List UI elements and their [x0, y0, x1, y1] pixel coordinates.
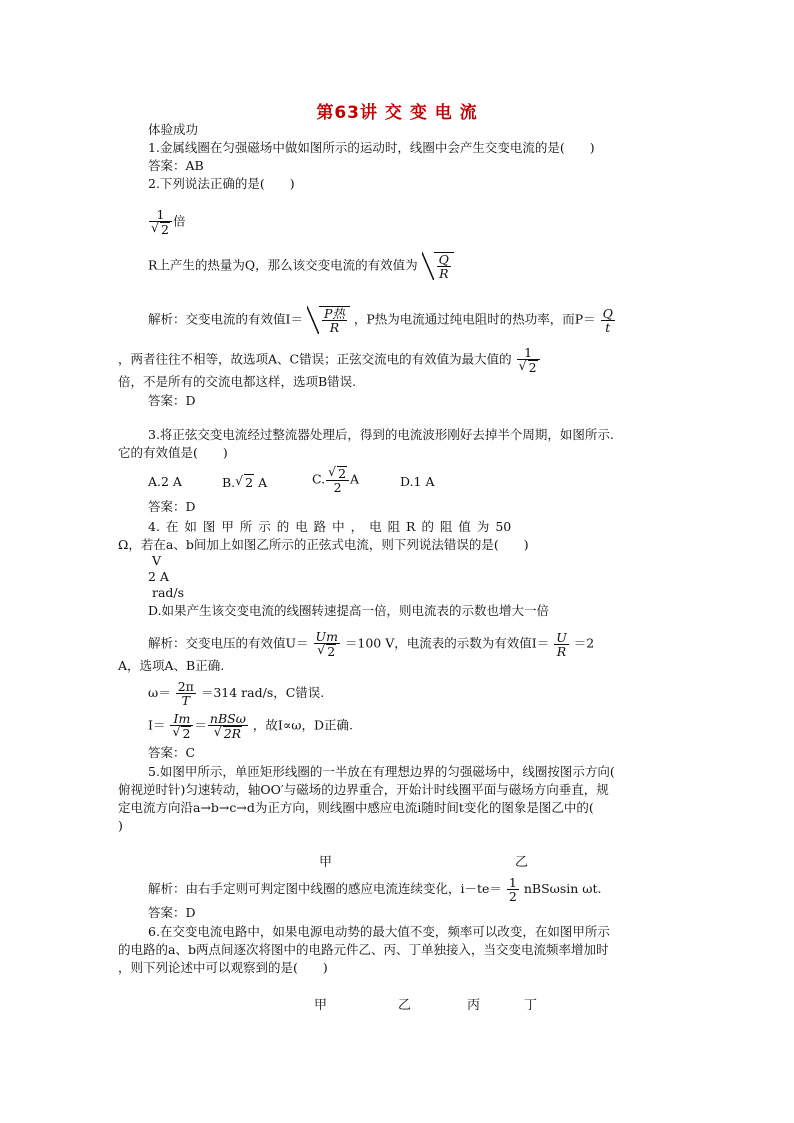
question-6-text-line3: ，则下列论述中可以观察到的是( ) [118, 960, 328, 975]
question-3-answer: 答案：D [148, 499, 196, 514]
question-4-explanation-line3: ω＝ $\frac{2\pi}{T}$ ＝314 rad/s，C错误. [148, 679, 325, 708]
figure-label-bing: 丙 [467, 998, 481, 1013]
question-2-explanation-line3: 倍，不是所有的交流电都这样，选项B错误. [118, 374, 357, 389]
figure-label-yi: 乙 [515, 855, 529, 870]
question-2-explanation-line1: 解析：交变电流的有效值I＝ $\frac{\text{P热}}{R}$ ，P热为电流通过纯电阻时的热功率，而P＝ $\frac{Q}{t}$ [148, 305, 613, 335]
question-5-text-line4: ) [118, 818, 123, 833]
figure-label-yi: 乙 [398, 998, 412, 1013]
question-2-text: 2.下列说法正确的是( ) [148, 176, 295, 191]
question-4-answer: 答案：C [148, 745, 196, 760]
question-4-fragment-2: 2 A [148, 569, 169, 584]
question-3-option-d: D.1 A [400, 474, 435, 489]
question-2-explanation-line2: ，两者往往不相等，故选项A、C错误；正弦交流电的有效值为最大值的 1 √ 2 [118, 346, 541, 374]
question-1-text: 1.金属线圈在匀强磁场中做如图所示的运动时，线圈中会产生交变电流的是( ) [148, 140, 595, 155]
question-4-explanation-line1: 解析：交变电压的有效值U＝ Um √ 2 ＝100 V，电流表的示数为有效值I＝ $\frac{U}{R}$ ＝2 [148, 630, 594, 658]
question-4-explanation-line2: A，选项A、B正确. [118, 658, 225, 673]
question-2-option-d: R上产生的热量为Q，那么该交变电流的有效值为 $\frac{Q}{R}$ [148, 252, 454, 280]
section-heading: 体验成功 [148, 122, 199, 137]
question-3-option-b: B.√ 2 A [222, 474, 267, 491]
question-4-explanation-line4: I＝ Im √ 2 ＝ nBSω √ 2R ，故I∝ω，D正确. [148, 712, 353, 740]
page-title: 第63讲 交 变 电 流 [316, 103, 478, 123]
question-3-text-line2: 它的有效值是( ) [118, 445, 228, 460]
fraction: 1 √ 2 [149, 208, 172, 236]
question-5-text-line2: 俯视逆时针)匀速转动，轴OO′与磁场的边界重合，开始计时线圈平面与磁场方向垂直，规 [118, 782, 609, 797]
question-4-fragment-1: V [152, 553, 162, 568]
question-2-answer: 答案：D [148, 393, 196, 408]
question-3-option-c: C. √ $\frac{2}{2}$ A [312, 466, 359, 494]
question-6-text-line1: 6.在交变电流电路中，如果电源电动势的最大值不变，频率可以改变，在如图甲所示 [148, 924, 610, 939]
question-5-text-line1: 5.如图甲所示，单匝矩形线圈的一半放在有理想边界的匀强磁场中，线圈按图示方向( [148, 764, 615, 779]
question-6-text-line2: 的电路的a、b两点间逐次将图中的电路元件乙、丙、丁单独接入，当交变电流频率增加时 [118, 942, 609, 957]
question-5-answer: 答案：D [148, 905, 196, 920]
figure-label-jia: 甲 [319, 855, 333, 870]
question-3-option-a: A.2 A [148, 474, 182, 489]
question-2-option-fragment: 1 √ 2 倍 [148, 208, 185, 236]
question-4-text-line1: 4. 在 如 图 甲 所 示 的 电 路 中 ， 电 阻 R 的 阻 值 为 50 [148, 519, 512, 534]
question-5-explanation: 解析：由右手定则可判定图中线圈的感应电流连续变化，i－te＝ $\frac{1}{2}$ nBSωsin ωt. [148, 875, 602, 904]
question-5-text-line3: 定电流方向沿a→b→c→d为正方向，则线圈中感应电流i随时间t变化的图象是图乙中的( [118, 800, 594, 815]
question-4-text-line2: Ω，若在a、b间加上如图乙所示的正弦式电流，则下列说法错误的是( ) [118, 537, 529, 552]
figure-label-jia: 甲 [314, 998, 328, 1013]
question-4-option-d: D.如果产生该交变电流的线圈转速提高一倍，则电流表的示数也增大一倍 [148, 603, 550, 618]
question-4-fragment-3: rad/s [152, 585, 185, 600]
figure-label-ding: 丁 [524, 998, 538, 1013]
question-3-text-line1: 3.将正弦交变电流经过整流器处理后，得到的电流波形刚好去掉半个周期，如图所示. [148, 427, 614, 442]
question-1-answer: 答案：AB [148, 158, 204, 173]
